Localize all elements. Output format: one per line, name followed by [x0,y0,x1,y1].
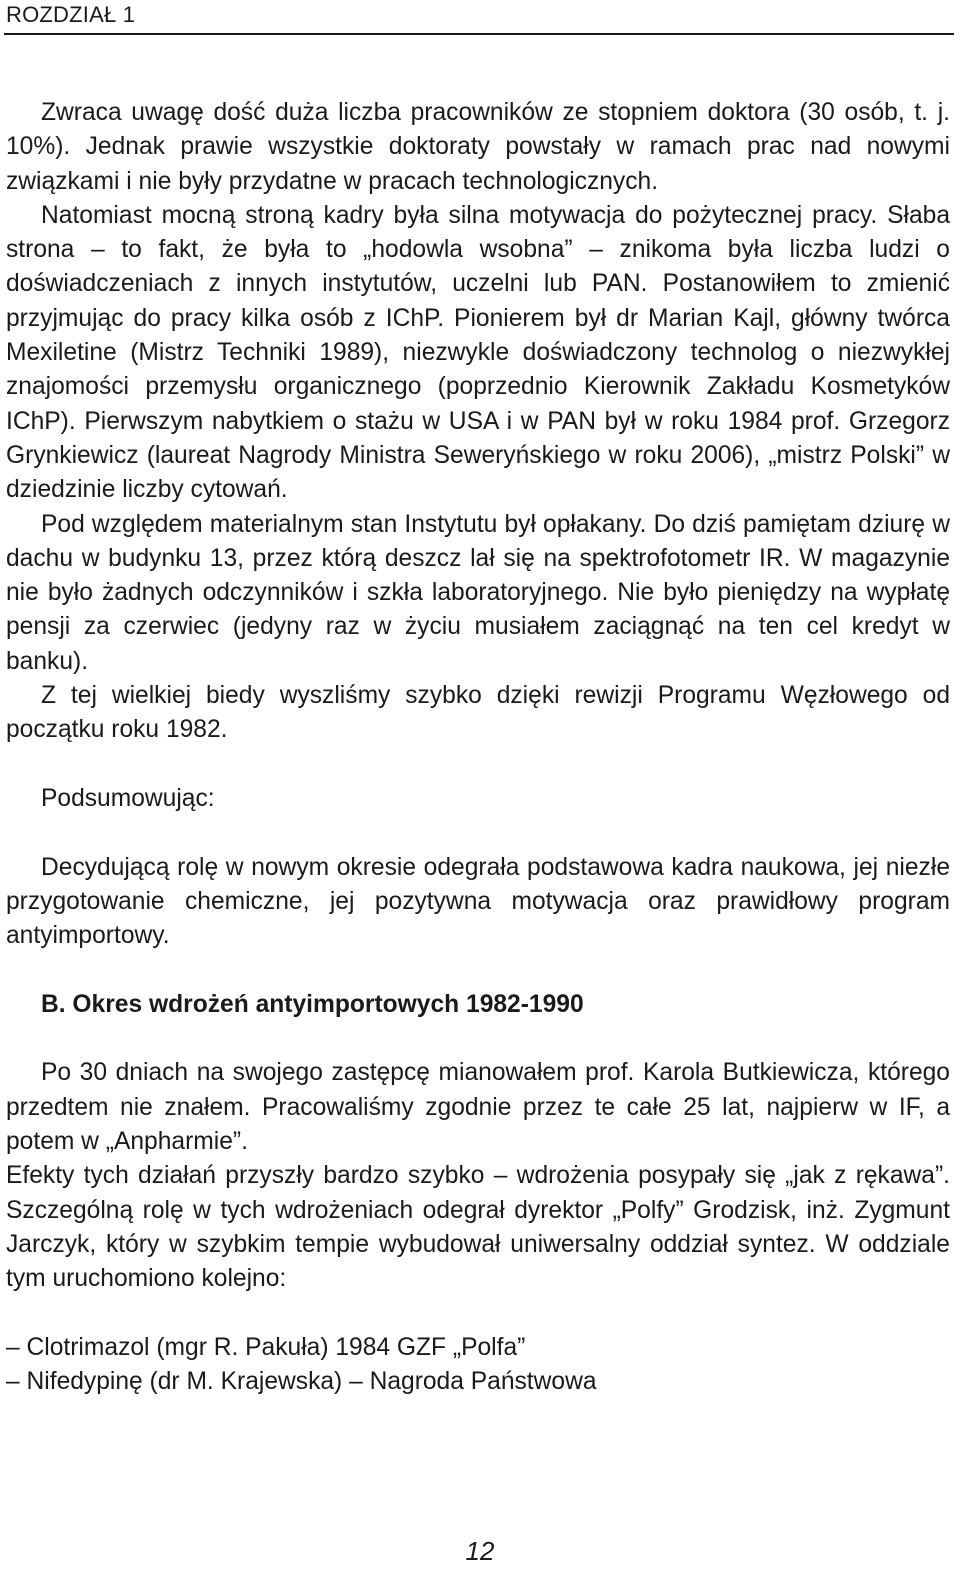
paragraph-program-revision: Z tej wielkiej biedy wyszliśmy szybko dzięki rewizji Programu Węzłowego od początku roku 1982. [6,682,950,744]
paragraph-deputy: Po 30 dniach na swojego zastępcę mianowałem prof. Karola Butkiewicza, którego przedtem nie znałem. Pracowaliśmy zgodnie przez te całe 25 lat, najpierw w IF, a potem w „Anpharmie”. [6,1059,950,1155]
paragraph-doctors: Zwraca uwagę dość duża liczba pracowników ze stopniem doktora (30 osób, t. j. 10%). Jednak prawie wszystkie doktoraty powstały w ramach prac nad nowymi związkami i nie były przydatne w pracach technologicznych. [6,99,950,195]
paragraph-effects: Efekty tych działań przyszły bardzo szybko – wdrożenia posypały się „jak z rękawa”. Szczególną rolę w tych wdrożeniach odegrał dyrektor „Polfy” Grodzisk, inż. Zygmunt Jarczyk, który w szybkim tempie wybudował uniwersalny oddział syntez. W oddziale tym uruchomiono kolejno: [6,1162,950,1293]
spacer [6,1296,950,1330]
list-item-clotrimazol: – Clotrimazol (mgr R. Pakuła) 1984 GZF „Polfa” [6,1333,526,1361]
page-number: 12 [465,1536,495,1566]
paragraph-motivation: Natomiast mocną stroną kadry była silna motywacja do pożytecznej pracy. Słaba strona – to fakt, że była to „hodowla wsobna” – znikoma była liczba ludzi o doświadczeniach z innych instytutów, uczelni lub PAN. Postanowiłem to zmienić przyjmując do pracy kilka osób z IChP. Pionierem był dr Marian Kajl, główny twórca Mexiletine (Mistrz Techniki 1989), niezwykle doświadczony technolog o niezwykłej znajomości przemysłu organicznego (poprzednio Kierownik Zakładu Kosmetyków IChP). Pierwszym nabytkiem o stażu w USA i w PAN był w roku 1984 prof. Grzegorz Grynkiewicz (laureat Nagrody Ministra Seweryńskiego w roku 2006), „mistrz Polski” w dziedzinie liczby cytowań. [6,201,950,504]
spacer [6,1022,950,1056]
list-item-nifedypine: – Nifedypinę (dr M. Krajewska) – Nagroda Państwowa [6,1367,597,1395]
running-head: ROZDZIAŁ 1 [6,2,136,27]
spacer [6,953,950,987]
paragraph-summary-label: Podsumowując: [41,784,215,812]
section-heading: B. Okres wdrożeń antyimportowych 1982-1990 [41,990,584,1018]
paragraph-material-state: Pod względem materialnym stan Instytutu był opłakany. Do dziś pamiętam dziurę w dachu w budynku 13, przez którą deszcz lał się na spektrofotometr IR. W magazynie nie było żadnych odczynników i szkła laboratoryjnego. Nie było pieniędzy na wypłatę pensji za czerwiec (jedyny raz w życiu musiałem zaciągnąć na ten cel kredyt w banku). [6,510,950,675]
paragraph-summary: Decydującą rolę w nowym okresie odegrała podstawowa kadra naukowa, jej niezłe przygotowanie chemiczne, jej pozytywna motywacja oraz prawidłowy program antyimportowy. [6,853,950,950]
header-rule [4,33,954,35]
spacer [6,748,950,782]
page-body [6,96,950,1399]
spacer [6,816,950,850]
